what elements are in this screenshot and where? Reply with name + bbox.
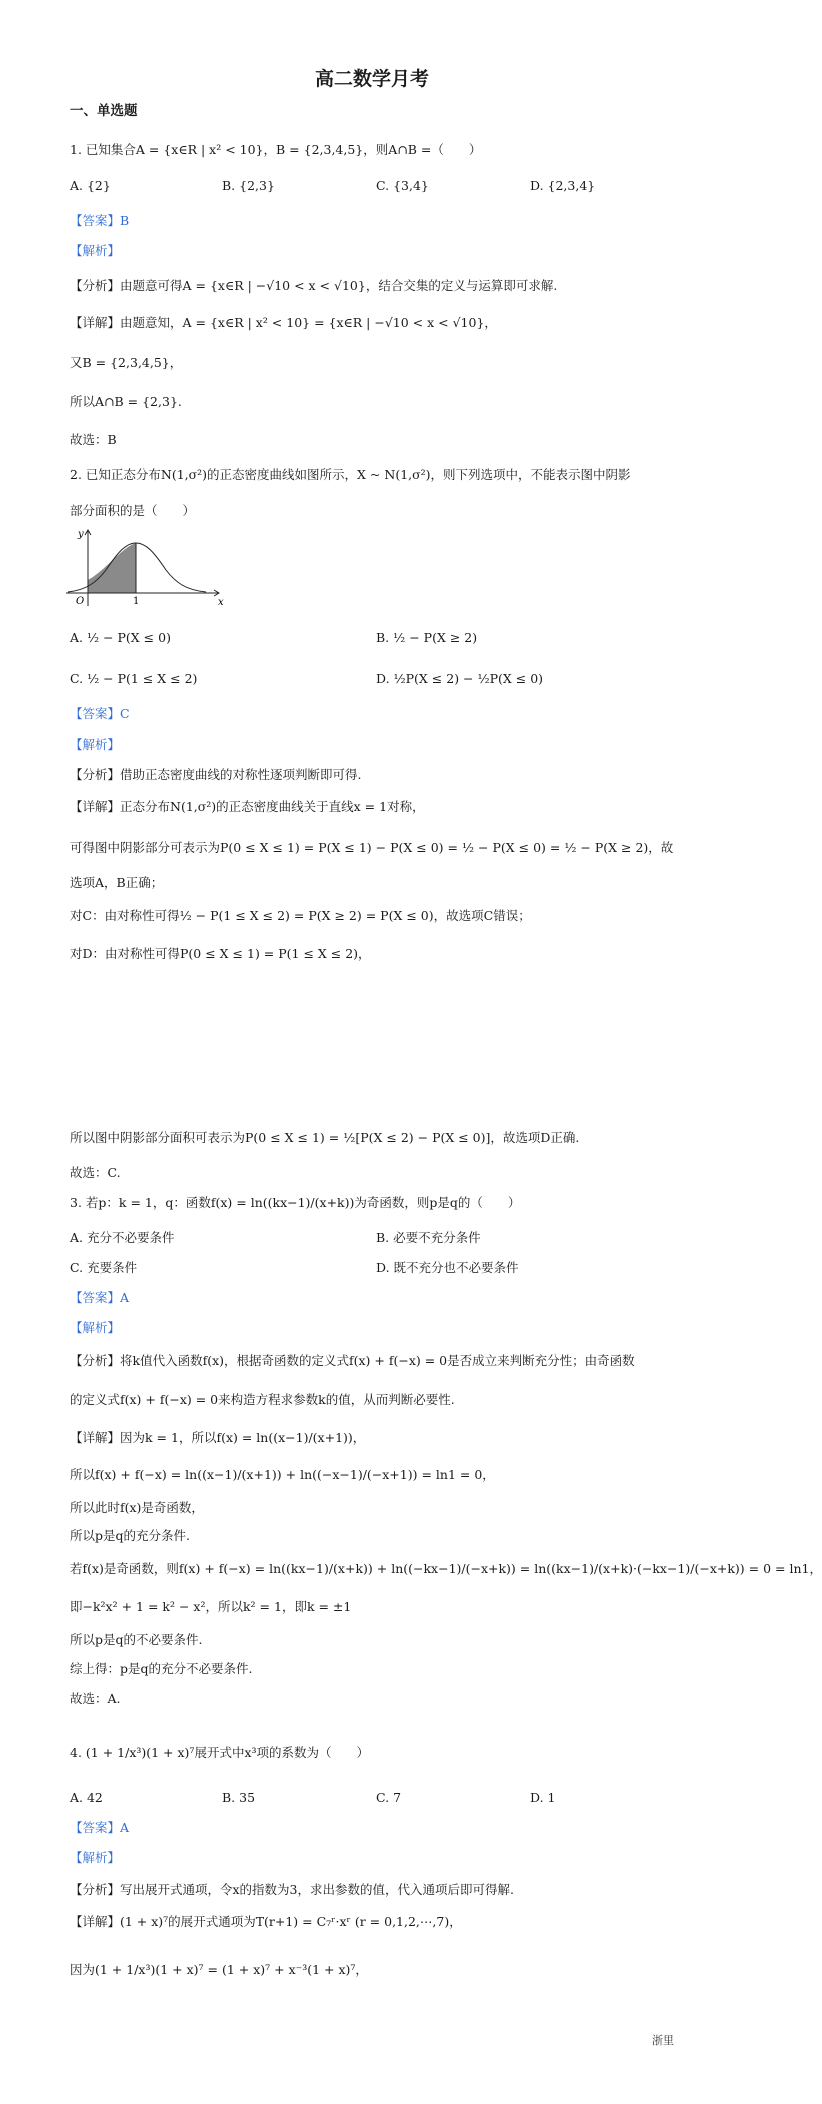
q2-stem: 2. 已知正态分布N(1,σ²)的正态密度曲线如图所示，X ~ N(1,σ²)，则下列选项中，不能表示图中阴影 (70, 467, 631, 482)
q2-option-a: A. ½ − P(X ≤ 0) (70, 630, 171, 645)
q2-line: 故选：C. (70, 1165, 121, 1180)
tick-label-one: 1 (133, 596, 140, 607)
q1-option-b: B. {2,3} (222, 178, 275, 193)
q3-line: 所以p是q的不必要条件. (70, 1632, 203, 1647)
q3-line: 综上得：p是q的充分不必要条件. (70, 1661, 253, 1676)
q3-line: 即−k²x² + 1 = k² − x²，所以k² = 1，即k = ±1 (70, 1599, 352, 1614)
q4-stem: 4. (1 + 1/x³)(1 + x)⁷展开式中x³项的系数为（ ） (70, 1745, 369, 1760)
q2-line: 对C：由对称性可得½ − P(1 ≤ X ≤ 2) = P(X ≥ 2) = P(X ≤ 0)，故选项C错误； (70, 908, 531, 923)
q1-analysis-tag: 【解析】 (70, 243, 121, 258)
q4-answer: 【答案】A (70, 1820, 130, 1835)
q4-line: 因为(1 + 1/x³)(1 + x)⁷ = (1 + x)⁷ + x⁻³(1 + x)⁷， (70, 1962, 368, 1977)
q2-line: 【分析】借助正态密度曲线的对称性逐项判断即可得. (70, 767, 362, 782)
q4-option-a: A. 42 (70, 1790, 103, 1805)
q1-stem: 1. 已知集合A = {x∈R | x² < 10}，B = {2,3,4,5}，则A∩B =（ ） (70, 142, 482, 157)
q4-line: 【分析】写出展开式通项，令x的指数为3，求出参数的值，代入通项后即可得解. (70, 1882, 514, 1897)
q1-line: 又B = {2,3,4,5}， (70, 355, 183, 370)
q2-line: 对D：由对称性可得P(0 ≤ X ≤ 1) = P(1 ≤ X ≤ 2)， (70, 946, 371, 961)
q3-line: 故选：A. (70, 1691, 121, 1706)
q2-line: 可得图中阴影部分可表示为P(0 ≤ X ≤ 1) = P(X ≤ 1) − P(X ≤ 0) = ½ − P(X ≤ 0) = ½ − P(X ≥ 2)，故 (70, 840, 674, 855)
q3-option-c: C. 充要条件 (70, 1260, 138, 1275)
q3-line: 【详解】因为k = 1，所以f(x) = ln((x−1)/(x+1))， (70, 1430, 366, 1445)
q1-option-d: D. {2,3,4} (530, 178, 596, 193)
q4-option-c: C. 7 (376, 1790, 402, 1805)
q1-option-c: C. {3,4} (376, 178, 429, 193)
q3-stem: 3. 若p：k = 1，q：函数f(x) = ln((kx−1)/(x+k))为奇函数，则p是q的（ ） (70, 1195, 521, 1210)
q3-analysis-tag: 【解析】 (70, 1320, 121, 1335)
q2-line: 所以图中阴影部分面积可表示为P(0 ≤ X ≤ 1) = ½[P(X ≤ 2) − P(X ≤ 0)]，故选项D正确. (70, 1130, 580, 1145)
q2-stem: 部分面积的是（ ） (70, 503, 196, 518)
x-axis-label: x (218, 597, 224, 608)
q3-line: 所以f(x) + f(−x) = ln((x−1)/(x+1)) + ln((−x−1)/(−x+1)) = ln1 = 0， (70, 1467, 495, 1482)
shaded-area (88, 543, 136, 593)
q3-line: 所以此时f(x)是奇函数， (70, 1500, 204, 1515)
q4-option-d: D. 1 (530, 1790, 556, 1805)
q1-line: 【分析】由题意可得A = {x∈R | −√10 < x < √10}，结合交集的定义与运算即可求解. (70, 278, 558, 293)
q2-answer: 【答案】C (70, 706, 130, 721)
q4-line: 【详解】(1 + x)⁷的展开式通项为T(r+1) = C₇ʳ·xʳ (r = 0,1,2,⋯,7)， (70, 1914, 462, 1929)
q4-analysis-tag: 【解析】 (70, 1850, 121, 1865)
q3-option-a: A. 充分不必要条件 (70, 1230, 175, 1245)
q3-line: 【分析】将k值代入函数f(x)，根据奇函数的定义式f(x) + f(−x) = 0是否成立来判断充分性；由奇函数 (70, 1353, 635, 1368)
y-axis-label: y (78, 529, 84, 540)
q1-line: 【详解】由题意知，A = {x∈R | x² < 10} = {x∈R | −√10 < x < √10}， (70, 315, 497, 330)
q2-option-b: B. ½ − P(X ≥ 2) (376, 630, 478, 645)
q3-answer: 【答案】A (70, 1290, 130, 1305)
q3-option-d: D. 既不充分也不必要条件 (376, 1260, 519, 1275)
q3-line: 的定义式f(x) + f(−x) = 0来构造方程求参数k的值，从而判断必要性. (70, 1392, 455, 1407)
q4-option-b: B. 35 (222, 1790, 256, 1805)
q3-line: 所以p是q的充分条件. (70, 1528, 190, 1543)
origin-label: O (76, 596, 85, 607)
q3-option-b: B. 必要不充分条件 (376, 1230, 481, 1245)
q1-line: 所以A∩B = {2,3}. (70, 394, 182, 409)
footer-brand: 浙里 (652, 2034, 674, 2047)
q2-analysis-tag: 【解析】 (70, 737, 121, 752)
q1-answer: 【答案】B (70, 213, 130, 228)
q1-option-a: A. {2} (70, 178, 111, 193)
section-heading: 一、单选题 (70, 103, 138, 119)
q2-line: 【详解】正态分布N(1,σ²)的正态密度曲线关于直线x = 1对称， (70, 799, 425, 814)
q2-line: 选项A，B正确； (70, 875, 164, 890)
q2-option-c: C. ½ − P(1 ≤ X ≤ 2) (70, 671, 198, 686)
q2-option-d: D. ½P(X ≤ 2) − ½P(X ≤ 0) (376, 671, 544, 686)
page-title: 高二数学月考 (314, 68, 429, 90)
q3-line: 若f(x)是奇函数，则f(x) + f(−x) = ln((kx−1)/(x+k)) + ln((−kx−1)/(−x+k)) = ln((kx−1)/(x+k)·(−kx−1)/(−x+k)) = 0 = ln1， (70, 1561, 822, 1576)
normal-density-figure (66, 528, 226, 608)
q1-line: 故选：B (70, 432, 117, 447)
